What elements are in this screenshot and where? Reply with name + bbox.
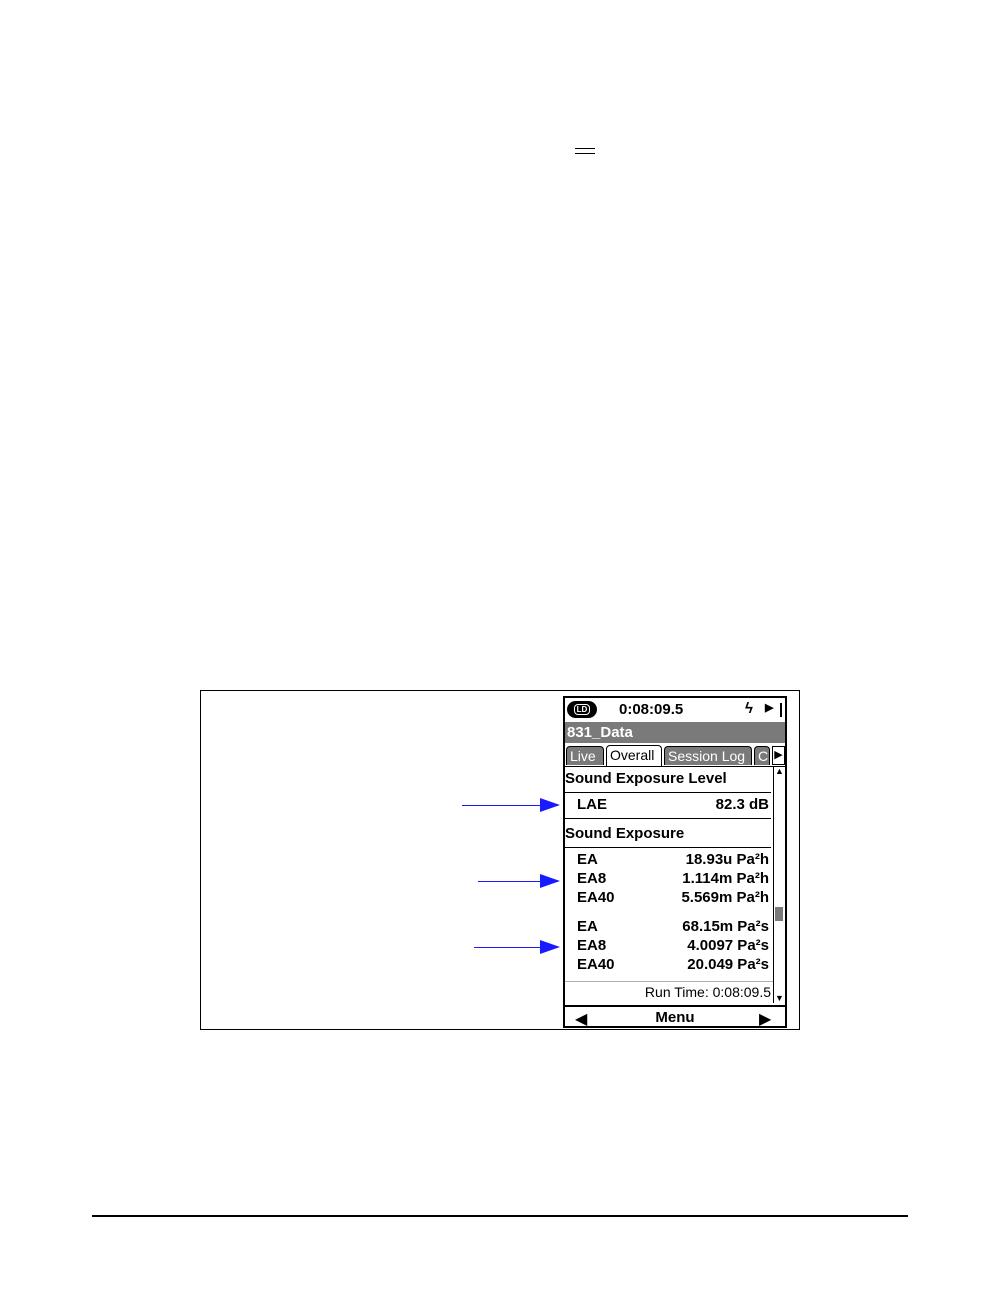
exposure-value: 5.569m Pa²h <box>681 889 769 906</box>
exposure-value: 4.0097 Pa²s <box>687 937 769 954</box>
exposure-label: EA8 <box>577 937 607 954</box>
exposure-row <box>577 918 769 937</box>
tab-bar <box>565 744 785 767</box>
right-arrow-icon[interactable]: ▶ <box>759 1011 772 1028</box>
overall-content <box>565 767 773 1003</box>
scroll-up-icon[interactable]: ▲ <box>775 766 784 776</box>
exposure-label: EA <box>577 851 598 868</box>
exposure-row <box>577 889 769 908</box>
exposure-value: 20.049 Pa²s <box>687 956 769 973</box>
vertical-scrollbar[interactable] <box>773 767 785 1003</box>
equals-mark <box>575 148 595 154</box>
divider <box>565 818 771 819</box>
clock-readout: 0:08:09.5 <box>619 701 684 718</box>
exposure-value: 18.93u Pa²h <box>685 851 769 868</box>
lae-row <box>577 796 769 815</box>
tab-live[interactable]: Live <box>566 746 604 765</box>
battery-icon <box>780 703 782 717</box>
menu-softkey[interactable]: Menu <box>655 1009 695 1026</box>
callout-arrow-seconds <box>474 947 558 948</box>
tab-session-log[interactable]: Session Log <box>664 746 752 765</box>
scroll-down-icon[interactable]: ▼ <box>775 993 784 1003</box>
lae-label: LAE <box>577 796 607 813</box>
exposure-value: 68.15m Pa²s <box>682 918 769 935</box>
exposure-value: 1.114m Pa²h <box>682 870 769 887</box>
lightning-icon: ϟ <box>745 700 753 717</box>
softkey-bar <box>565 1005 785 1028</box>
divider <box>565 847 771 848</box>
exposure-label: EA40 <box>577 956 615 973</box>
divider <box>565 792 771 793</box>
status-bar <box>565 698 785 722</box>
tab-overall[interactable]: Overall <box>606 745 662 766</box>
device-screen <box>563 696 787 1028</box>
ld-icon <box>567 701 597 718</box>
exposure-row <box>577 870 769 889</box>
exposure-label: EA40 <box>577 889 615 906</box>
run-time-readout: Run Time: 0:08:09.5 <box>644 984 771 1000</box>
section-title-se: Sound Exposure <box>565 825 685 842</box>
lae-value: 82.3 dB <box>715 796 769 813</box>
left-arrow-icon[interactable]: ◀ <box>575 1011 588 1028</box>
exposure-label: EA <box>577 918 598 935</box>
tab-truncated[interactable]: C <box>754 746 770 765</box>
exposure-label: EA8 <box>577 870 607 887</box>
callout-arrow-hours <box>478 881 558 882</box>
exposure-row <box>577 851 769 870</box>
caret-right-icon: ▶ <box>765 702 774 714</box>
scroll-thumb[interactable] <box>775 907 783 921</box>
footer-rule <box>92 1215 908 1217</box>
ld-icon-label: LD <box>574 704 590 715</box>
exposure-row <box>577 937 769 956</box>
callout-arrow-lae <box>462 805 558 806</box>
section-title-sel: Sound Exposure Level <box>565 770 727 787</box>
exposure-row <box>577 956 769 975</box>
tab-scroll-right-button[interactable]: ▶ <box>772 746 785 765</box>
divider <box>565 981 773 982</box>
window-title: 831_Data <box>565 722 785 743</box>
